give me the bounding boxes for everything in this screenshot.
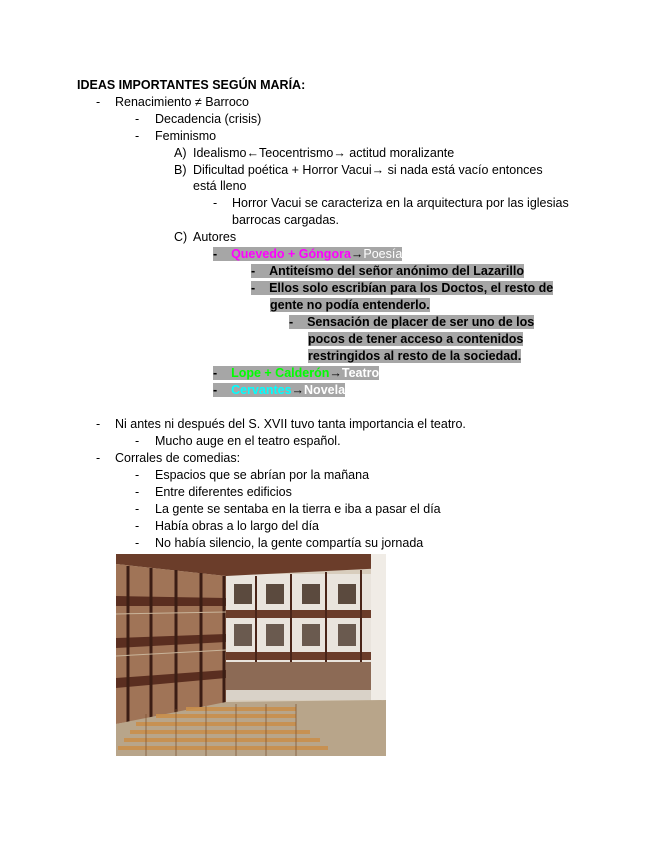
bullet-dash: - (213, 196, 218, 210)
list-marker-b: B) (174, 163, 187, 177)
list-item: Espacios que se abrían por la mañana (155, 468, 370, 482)
list-item: La gente se sentaba en la tierra e iba a pasar el día (155, 502, 441, 516)
bullet-dash: - (96, 417, 101, 431)
list-item: No había silencio, la gente compartía su jornada (155, 536, 424, 550)
list-item: Decadencia (crisis) (155, 112, 262, 126)
arrow: → (329, 366, 342, 380)
bullet-dash: - (135, 468, 140, 482)
list-item: Horror Vacui se caracteriza en la arquitectura por las iglesias (232, 196, 569, 210)
corral-photo (116, 554, 386, 756)
arrow: → (291, 383, 305, 397)
author-note-cont: gente no podía entenderlo. (270, 298, 430, 312)
bullet-dash: - (96, 451, 101, 465)
author-note: - Antiteísmo del señor anónimo del Lazarillo (251, 264, 524, 278)
list-item-b: Dificultad poética + Horror Vacui→ si nada está vacío entonces (193, 163, 543, 177)
list-item-c: Autores (193, 230, 237, 244)
section1-heading: Renacimiento ≠ Barroco (115, 95, 250, 109)
list-item: Mucho auge en el teatro español. (155, 434, 341, 448)
author-quevedo: Quevedo + Góngora (231, 247, 351, 261)
list-item: Feminismo (155, 129, 217, 143)
bullet-dash: - (135, 519, 140, 533)
list-item-cont: barrocas cargadas. (232, 213, 340, 227)
bullet-dash: - (251, 281, 256, 295)
genre-novela: Novela (304, 383, 346, 397)
arrow: → (350, 247, 364, 261)
author-cervantes: Cervantes (231, 383, 292, 397)
bullet-dash: - (96, 95, 101, 109)
bullet-dash: - (289, 315, 294, 329)
list-item: Había obras a lo largo del día (155, 519, 319, 533)
bullet-dash: - (135, 434, 140, 448)
genre-teatro: Teatro (341, 366, 380, 380)
author-lope: Lope + Calderón (231, 366, 330, 380)
author-line-lope (213, 365, 379, 382)
section2-heading: Ni antes ni después del S. XVII tuvo tanta importancia el teatro. (115, 417, 466, 431)
list-marker-a: A) (174, 146, 187, 160)
bullet-dash: - (251, 264, 256, 278)
list-item: Entre diferentes edificios (155, 485, 292, 499)
list-item-b-cont: está lleno (193, 179, 247, 193)
author-subnote-cont: pocos de tener acceso a contenidos (308, 332, 524, 346)
section3-heading: Corrales de comedias: (115, 451, 241, 465)
author-note: - Ellos solo escribían para los Doctos, el resto de (251, 281, 554, 295)
bullet-dash: - (213, 383, 218, 397)
page-title: IDEAS IMPORTANTES SEGÚN MARÍA: (77, 78, 306, 92)
bullet-dash: - (135, 536, 140, 550)
list-marker-c: C) (174, 230, 188, 244)
author-subnote: - Sensación de placer de ser uno de los (289, 315, 535, 329)
bullet-dash: - (135, 129, 140, 143)
author-line-cervantes (213, 382, 345, 399)
bullet-dash: - (135, 502, 140, 516)
list-item-a: Idealismo←Teocentrismo→ actitud moralizante (193, 146, 455, 160)
bullet-dash: - (213, 247, 218, 261)
author-subnote-cont: restringidos al resto de la sociedad. (308, 349, 522, 363)
genre-poesia: Poesía (363, 247, 403, 261)
bullet-dash: - (213, 366, 218, 380)
bullet-dash: - (135, 112, 140, 126)
bullet-dash: - (135, 485, 140, 499)
author-line-quevedo (213, 246, 402, 263)
